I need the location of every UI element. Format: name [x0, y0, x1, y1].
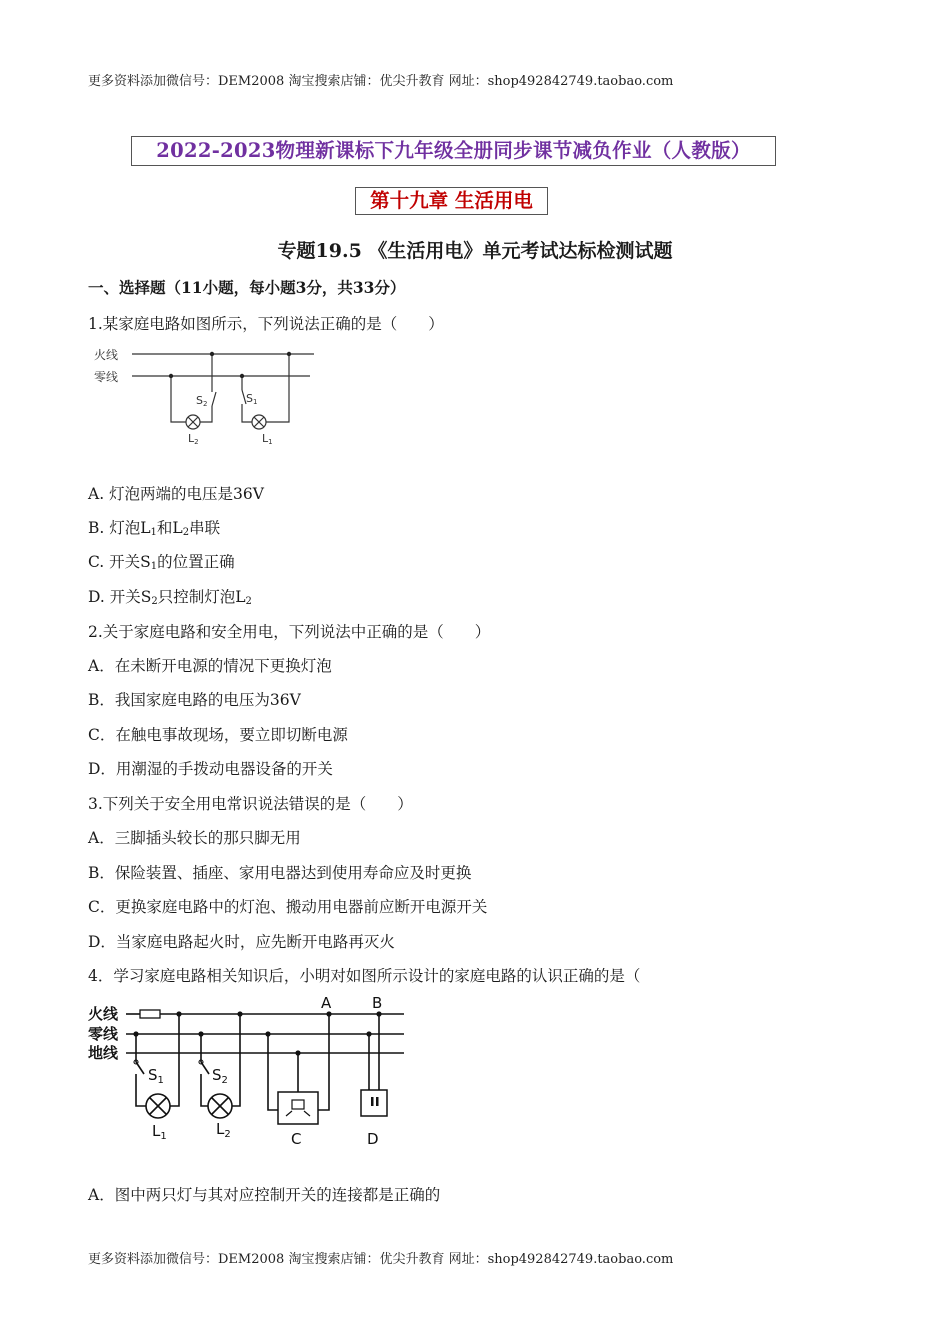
socket-c-label: C [291, 1130, 302, 1148]
q1-option-a: A. 灯泡两端的电压是36V [88, 485, 264, 503]
q2-option-c: C．在触电事故现场，要立即切断电源 [88, 726, 348, 744]
svg-text:L2: L2 [188, 432, 199, 446]
q3-option-b: B．保险装置、插座、家用电器达到使用寿命应及时更换 [88, 864, 472, 882]
q1-option-b: B. 灯泡$L_1$和$L_2$串联 [88, 519, 221, 538]
question-4-stem: 4．学习家庭电路相关知识后，小明对如图所示设计的家庭电路的认识正确的是（ [88, 967, 641, 985]
q1-option-d: D. 开关$S_2$只控制灯泡$L_2$ [88, 588, 252, 607]
page-footer: 更多资料添加微信号：DEM2008 淘宝搜索店铺：优尖升教育 网址：shop492842749.taobao.com [88, 1252, 674, 1267]
lamp-l2-label: L [188, 432, 195, 445]
neutral-wire-label: 零线 [88, 1025, 119, 1043]
svg-text:L1: L1 [262, 432, 273, 446]
q4-option-a: A．图中两只灯与其对应控制开关的连接都是正确的 [88, 1186, 441, 1204]
point-b-label: B [372, 994, 383, 1012]
question-3-stem: 3.下列关于安全用电常识说法错误的是（ ） [88, 795, 413, 813]
ground-wire-label: 地线 [88, 1044, 119, 1062]
question-1-stem: 1.某家庭电路如图所示，下列说法正确的是（ ） [88, 315, 444, 333]
live-wire-label: 火线 [94, 348, 119, 362]
svg-text:S2: S2 [196, 394, 208, 408]
lamp-l1-label: L [152, 1122, 161, 1140]
topic-title: 专题19.5 《生活用电》单元考试达标检测试题 [277, 240, 673, 262]
switch-s2-label: S [212, 1066, 222, 1084]
q3-option-c: C．更换家庭电路中的灯泡、搬动用电器前应断开电源开关 [88, 898, 488, 916]
switch-s2-label: S [196, 394, 203, 407]
q3-option-a: A．三脚插头较长的那只脚无用 [88, 829, 301, 847]
svg-text:L1: $L_1$ [152, 1122, 167, 1142]
svg-text:S1: $S_1$ [148, 1066, 164, 1086]
section-heading: 一、选择题（11小题，每小题3分，共33分） [88, 278, 406, 297]
q3-option-d: D．当家庭电路起火时，应先断开电路再灭火 [88, 933, 395, 951]
svg-text:L2: $L_2$ [216, 1120, 231, 1140]
document-title: 2022-2023物理新课标下九年级全册同步课节减负作业（人教版） [131, 136, 776, 166]
question-2-stem: 2.关于家庭电路和安全用电，下列说法中正确的是（ ） [88, 623, 491, 641]
point-a-label: A [321, 994, 332, 1012]
svg-text:S1: S1 [246, 392, 258, 406]
q2-option-a: A．在未断开电源的情况下更换灯泡 [88, 657, 332, 675]
switch-s1-label: S [246, 392, 253, 405]
live-wire-label: 火线 [88, 1005, 119, 1023]
lamp-l2-label: L [216, 1120, 225, 1138]
page-header: 更多资料添加微信号：DEM2008 淘宝搜索店铺：优尖升教育 网址：shop492842749.taobao.com [88, 74, 674, 89]
q1-option-c: C. 开关$S_1$的位置正确 [88, 553, 235, 572]
switch-s1-label: S [148, 1066, 158, 1084]
circuit-diagram-1 [88, 342, 328, 450]
chapter-title: 第十九章 生活用电 [355, 187, 548, 215]
circuit-diagram-2 [88, 992, 418, 1152]
neutral-wire-label: 零线 [94, 370, 119, 384]
q2-option-d: D．用潮湿的手拨动电器设备的开关 [88, 760, 333, 778]
lamp-l1-label: L [262, 432, 269, 445]
q2-option-b: B．我国家庭电路的电压为36V [88, 691, 301, 709]
svg-text:S2: $S_2$ [212, 1066, 228, 1086]
socket-d-label: D [367, 1130, 379, 1148]
